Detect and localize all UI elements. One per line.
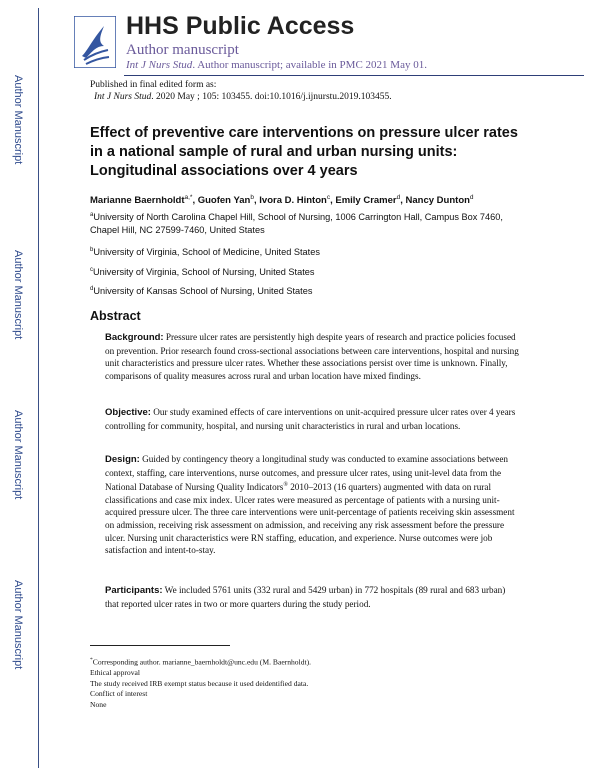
affiliation: [90, 209, 530, 237]
author-list: Marianne Baernholdt$^{a,*}$, Guofen Yan$^b$, Ivora D. Hinton$^c$, Emily Cramer$^d$, Nancy Dunton$^d$: [90, 194, 474, 207]
section-text: We included 5761 units (332 rural and 5429 urban) in 772 hospitals (89 rural and 683 urban) that reported ulcer rates in two or more quarters during the study period.: [105, 585, 506, 609]
footnotes: [90, 655, 311, 711]
author-sup: a,*: [184, 194, 193, 201]
hhs-availability: [126, 59, 427, 71]
sidebar-divider: [38, 8, 39, 768]
affiliation-text: University of North Carolina Chapel Hill, School of Nursing, 1006 Carrington Hall, Campus Box 7460, Chapel Hill, NC 27599-7460, United States: [90, 212, 503, 236]
affiliation: [90, 283, 530, 298]
hhs-eagle-logo-icon: [74, 16, 116, 68]
journal-abbrev: Int J Nurs Stud: [126, 59, 193, 71]
section-text: 2010–2013 (16 quarters) augmented with data on rural classifications and case mix index. Ulcer rates were measured as percentage of patients with a nursing unit-acquired pressure ulcer. The three care interventions were unit-percentage of patients receiving skin assessment on admission, receiving risk assessment on admission, and receiving any risk assessment before the pressure ulcer. Nursing unit characteristics were RN staffing, education, and experience. Nurse outcomes were job satisfaction and intent-to-stay.: [105, 482, 515, 556]
footnote-conflict-heading: Conflict of interest: [90, 689, 148, 699]
registered-mark: ®: [283, 482, 288, 489]
section-text: Our study examined effects of care interventions on unit-acquired pressure ulcer rates over 4 years controlling for community, hospital, and nursing unit characteristics in rural and urban locations.: [105, 407, 516, 431]
author-name: Emily Cramer: [335, 195, 397, 207]
author-name: Ivora D. Hinton: [259, 195, 327, 207]
sidebar-label: Author Manuscript: [12, 410, 24, 500]
affiliation-sup: b: [90, 247, 94, 253]
footnote-divider: [90, 645, 230, 646]
footnote-sup: *: [90, 657, 93, 663]
affiliation-text: University of Kansas School of Nursing, United States: [93, 286, 313, 297]
hhs-title: HHS Public Access: [126, 12, 355, 40]
footnote-ethical: The study received IRB exempt status because it used deidentified data.: [90, 678, 309, 688]
abstract-design: [105, 453, 520, 557]
sidebar: [0, 0, 36, 776]
author-sup: d: [469, 194, 474, 201]
header-divider: [124, 75, 584, 76]
publication-info: [90, 79, 392, 103]
affiliation-sup: c: [90, 267, 93, 273]
citation-journal: Int J Nurs Stud: [94, 92, 152, 102]
author-sup: d: [396, 194, 401, 201]
paper-title: Effect of preventive care interventions on pressure ulcer rates in a national sample of rural and urban nursing units: Longitudinal associations over 4 years: [90, 125, 518, 179]
hhs-header: [74, 10, 594, 72]
author-sup: c: [326, 194, 331, 201]
availability-text: . Author manuscript; available in PMC 2021 May 01.: [192, 59, 427, 71]
section-text: Pressure ulcer rates are persistently high despite years of research and practice policies focused on prevention. Prior research found cross-sectional associations between care interventions, hospital and nursing unit characteristics and pressure ulcer rates. Whether these associations persist over time is unknown. Finally, comparisons of quality measures across rural and urban location have mixed findings.: [105, 332, 519, 381]
footnote-corresponding: [90, 655, 311, 668]
citation-line: [90, 91, 392, 103]
author-name: Guofen Yan: [197, 195, 251, 207]
affiliation-text: University of Virginia, School of Medicine, United States: [93, 247, 320, 258]
sidebar-label: Author Manuscript: [12, 580, 24, 670]
abstract-participants: [105, 584, 520, 610]
abstract-objective: [105, 406, 520, 432]
affiliation-sup: d: [90, 286, 94, 292]
author-sup: b: [250, 194, 254, 201]
abstract-heading: Abstract: [90, 309, 141, 323]
section-label: Background:: [105, 332, 164, 343]
publication-line: Published in final edited form as:: [90, 80, 217, 90]
affiliation-text: University of Virginia, School of Nursing, United States: [93, 267, 315, 278]
section-label: Objective:: [105, 407, 151, 418]
sidebar-label: Author Manuscript: [12, 250, 24, 340]
affiliation-sup: a: [90, 212, 94, 218]
footnote-conflict: None: [90, 699, 107, 709]
sidebar-label: Author Manuscript: [12, 75, 24, 165]
section-text: Guided by contingency theory a longitudinal study was conducted to examine associations between context, staffing, care interventions, nurse outcomes, and pressure ulcer rates, using unit-level data from the National Database of Nursing Quality Indicators: [105, 454, 509, 493]
affiliation: [90, 264, 530, 279]
author-name: Marianne Baernholdt: [90, 195, 185, 207]
citation-text: . 2020 May ; 105: 103455. doi:10.1016/j.ijnurstu.2019.103455.: [151, 92, 392, 102]
section-label: Design:: [105, 454, 140, 465]
affiliation: [90, 244, 530, 259]
section-label: Participants:: [105, 585, 163, 596]
footnote-text: Corresponding author. marianne_baernholdt@unc.edu (M. Baernholdt).: [92, 657, 312, 667]
author-name: Nancy Dunton: [405, 195, 470, 207]
footnote-ethical-heading: Ethical approval: [90, 668, 140, 678]
hhs-subtitle: Author manuscript: [126, 42, 239, 58]
abstract-background: [105, 331, 520, 382]
